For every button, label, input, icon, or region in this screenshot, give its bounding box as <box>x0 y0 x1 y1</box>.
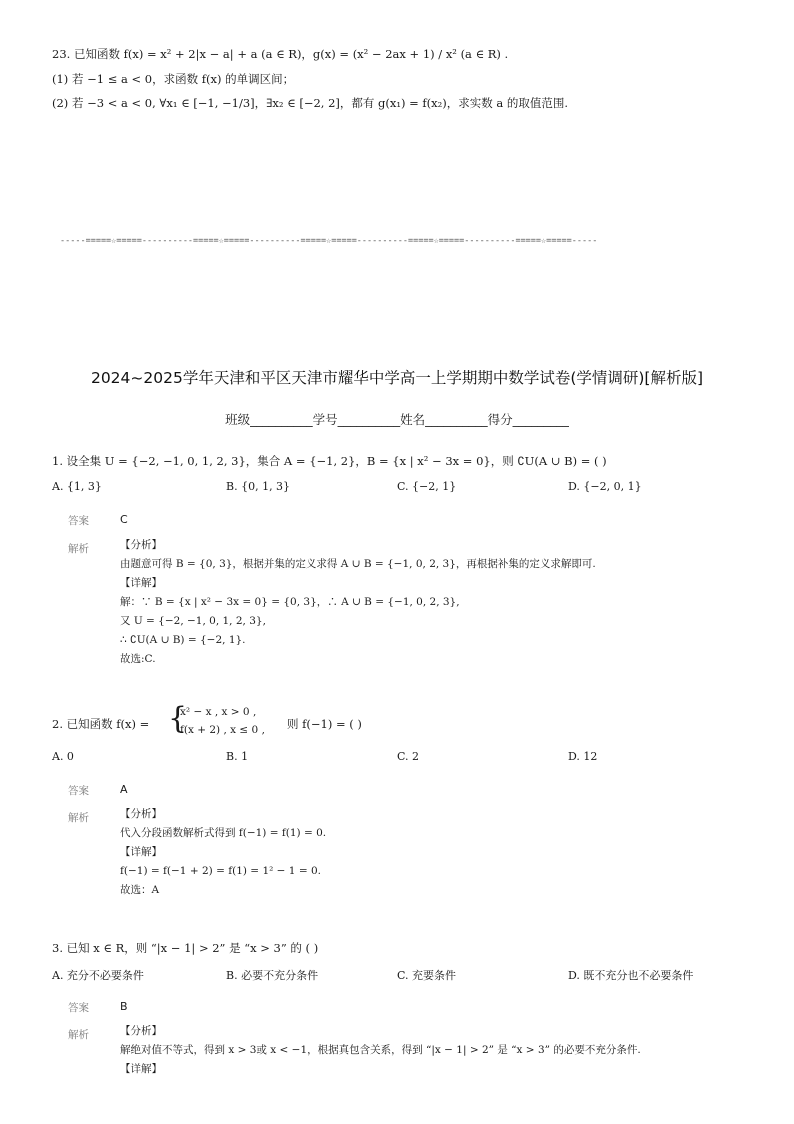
option-c: C. {−2, 1} <box>397 480 457 493</box>
answer-label: 答案 <box>68 515 89 527</box>
option-b: B. 必要不充分条件 <box>226 969 319 982</box>
analysis-label: 解析 <box>68 812 89 824</box>
analysis-text: 【分析】 由题意可得 B = {0, 3}，根据并集的定义求得 A ∪ B = {−1, 0, 2, 3}，再根据补集的定义求解即可. 【详解】 解：∵ B = {x | x² − 3x = 0} = {0, 3}，∴ A ∪ B = {−1, 0, 2, 3}, 又 U = {−2, −1, 0, 1, 2, 3}, ∴ ∁U(A ∪ B) = {−2, 1}. 故选:C. <box>120 539 596 665</box>
answer-label: 答案 <box>68 1002 89 1014</box>
question-stem: 3. 已知 x ∈ R，则 “|x − 1| > 2” 是 “x > 3” 的 ( ) <box>52 941 319 955</box>
option-d: D. {−2, 0, 1} <box>568 480 642 493</box>
question-stem: 2. 已知函数 f(x) = <box>52 717 150 731</box>
answer-value: A <box>120 783 128 796</box>
q23-line3: (2) 若 −3 < a < 0, ∀x₁ ∈ [−1, −1/3]，∃x₂ ∈ [−2, 2]，都有 g(x₁) = f(x₂)，求实数 a 的取值范围. <box>52 96 569 110</box>
option-a: A. 充分不必要条件 <box>52 969 144 982</box>
question-stem: 1. 设全集 U = {−2, −1, 0, 1, 2, 3}，集合 A = {−1, 2}，B = {x | x² − 3x = 0}，则 ∁U(A ∪ B) = ( ) <box>52 454 607 468</box>
answer-label: 答案 <box>68 785 89 797</box>
option-a: A. 0 <box>52 750 74 763</box>
question-stem-tail: 则 f(−1) = ( ) <box>287 717 362 731</box>
q23-line1: 23. 已知函数 f(x) = x² + 2|x − a| + a (a ∈ R)，g(x) = (x² − 2ax + 1) / x² (a ∈ R) . <box>52 47 509 61</box>
option-c: C. 2 <box>397 750 420 763</box>
analysis-label: 解析 <box>68 1029 89 1041</box>
piece-2: f(x + 2) , x ≤ 0 , <box>180 724 265 736</box>
analysis-text: 【分析】 解绝对值不等式，得到 x > 3或 x < −1，根据真包含关系，得到 “|x − 1| > 2” 是 “x > 3” 的必要不充分条件. 【详解】 <box>120 1025 641 1075</box>
option-d: D. 既不充分也不必要条件 <box>568 969 694 982</box>
answer-value: C <box>120 513 128 526</box>
q23-line2: (1) 若 −1 ≤ a < 0，求函数 f(x) 的单调区间； <box>52 72 295 86</box>
analysis-label: 解析 <box>68 543 89 555</box>
piece-1: x² − x , x > 0 , <box>180 706 257 718</box>
page-divider: -----=====☆=====----------=====☆=====----------=====☆=====----------=====☆=====----------=====☆=====----- <box>60 236 598 246</box>
student-info-line: 班级__________学号__________姓名__________得分_________ <box>225 412 569 427</box>
option-b: B. {0, 1, 3} <box>226 480 291 493</box>
answer-value: B <box>120 1000 128 1013</box>
analysis-text: 【分析】 代入分段函数解析式得到 f(−1) = f(1) = 0. 【详解】 f(−1) = f(−1 + 2) = f(1) = 1² − 1 = 0. 故选：A <box>120 808 327 896</box>
page-title: 2024~2025学年天津和平区天津市耀华中学高一上学期期中数学试卷(学情调研)[解析版] <box>90 369 704 387</box>
option-d: D. 12 <box>568 750 598 763</box>
option-c: C. 充要条件 <box>397 969 457 982</box>
option-b: B. 1 <box>226 750 249 763</box>
brace-symbol: { <box>168 701 188 736</box>
option-a: A. {1, 3} <box>52 480 102 493</box>
